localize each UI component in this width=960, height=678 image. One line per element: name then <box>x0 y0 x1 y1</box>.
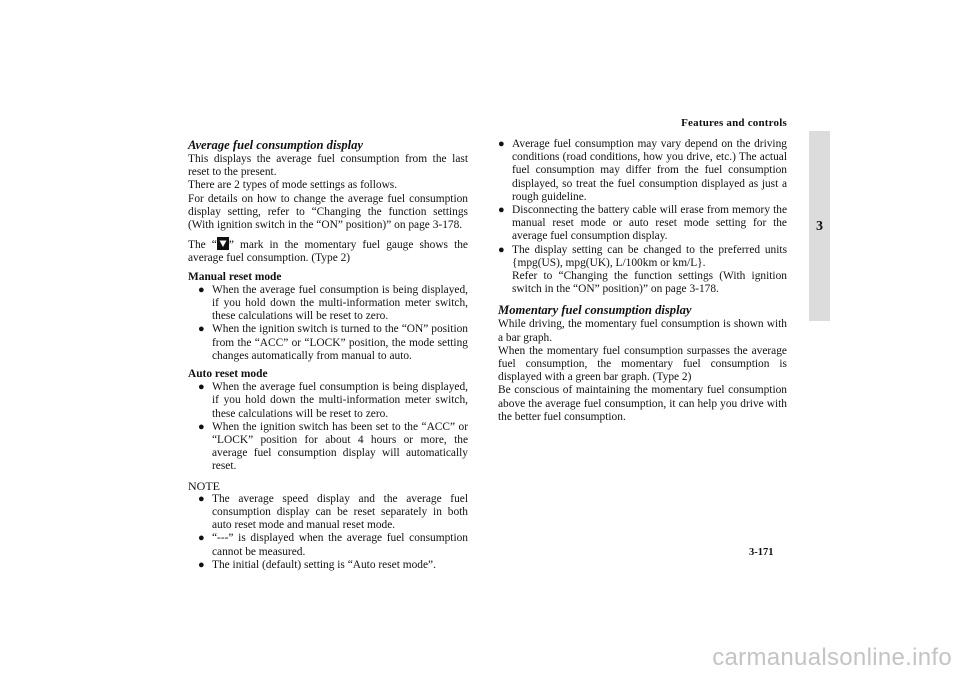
intro-paragraph-1: This displays the average fuel consumption from the last reset to the present. <box>188 153 468 179</box>
bullet-icon: ● <box>498 138 505 150</box>
left-column <box>188 138 468 572</box>
bullet-icon: ● <box>198 381 205 394</box>
auto-reset-list <box>188 381 468 473</box>
section-heading-momentary: Momentary fuel consumption display <box>498 303 692 318</box>
note-list <box>188 493 468 572</box>
gauge-text-after: ” mark in the momentary fuel gauge shows the average fuel consumption. (Type 2) <box>188 239 468 265</box>
watermark: carmanualsonline.info <box>712 644 952 671</box>
bullet-icon: ● <box>198 323 205 336</box>
auto-reset-title: Auto reset mode <box>188 368 268 381</box>
right-bullet-list <box>498 138 787 296</box>
chapter-tab <box>809 131 830 321</box>
running-header: Features and controls <box>681 117 787 129</box>
list-item: ● When the average fuel consumption is being displayed, if you hold down the multi-information meter switch, these calculations will be reset to zero. <box>198 381 468 420</box>
chapter-number: 3 <box>816 219 823 234</box>
list-item: ● The average speed display and the average fuel consumption display can be reset separately in both auto reset mode and manual reset mode. <box>198 492 468 532</box>
intro-paragraph-3: For details on how to change the average fuel consumption display setting, refer to “Changing the function settings (With ignition switch in the “ON” position)” on page 3-178. <box>188 192 468 232</box>
list-item: ● The initial (default) setting is “Auto reset mode”. <box>198 558 436 571</box>
list-item: ● Average fuel consumption may vary depend on the driving conditions (road conditions, how you drive, etc.) The actual fuel consumption may differ from the fuel consumption displayed, so treat the fuel consumption displayed as just a rough guideline. <box>498 138 787 203</box>
intro-paragraph-2: There are 2 types of mode settings as follows. <box>188 179 398 192</box>
bullet-icon: ● <box>198 532 205 545</box>
page-number: 3-171 <box>749 547 774 558</box>
units-line-2: Refer to “Changing the function settings (With ignition switch in the “ON” position)” on page 3-178. <box>512 270 787 296</box>
list-item: ● When the average fuel consumption is being displayed, if you hold down the multi-information meter switch, these calculations will be reset to zero. <box>198 283 468 323</box>
units-line-1: The display setting can be changed to the preferred units {mpg(US), mpg(UK), L/100km or km/L}. <box>512 243 787 269</box>
bullet-icon: ● <box>198 558 205 571</box>
gauge-text-before: The “ <box>188 239 217 252</box>
list-item: ● When the ignition switch has been set to the “ACC” or “LOCK” position for about 4 hours or more, the average fuel consumption display will automatically reset. <box>198 420 468 473</box>
bullet-icon: ● <box>498 243 505 256</box>
gauge-mark-paragraph <box>188 237 468 265</box>
right-column <box>498 138 787 424</box>
average-marker-icon <box>217 237 229 250</box>
bullet-icon: ● <box>498 204 505 217</box>
list-item: ● Disconnecting the battery cable will erase from memory the manual reset mode or auto reset mode setting for the average fuel consumption display. <box>498 204 787 243</box>
list-item: ● “---” is displayed when the average fuel consumption cannot be measured. <box>198 532 468 558</box>
manual-reset-title: Manual reset mode <box>188 270 282 283</box>
list-item <box>498 244 787 297</box>
momentary-paragraph-2: When the momentary fuel consumption surpasses the average fuel consumption, the momentary fuel consumption is displayed with a green bar graph. (Type 2) <box>498 344 787 384</box>
list-item: ● When the ignition switch is turned to the “ON” position from the “ACC” or “LOCK” position, the mode setting changes automatically from manual to auto. <box>198 323 468 362</box>
manual-reset-list <box>188 284 468 363</box>
bullet-icon: ● <box>198 420 205 433</box>
section-heading-average: Average fuel consumption display <box>188 138 364 152</box>
note-title: NOTE <box>188 478 220 493</box>
bullet-icon: ● <box>198 283 205 296</box>
bullet-icon: ● <box>198 492 205 505</box>
momentary-paragraph-1: While driving, the momentary fuel consumption is shown with a bar graph. <box>498 318 787 344</box>
momentary-paragraph-3: Be conscious of maintaining the momentary fuel consumption above the average fuel consumption, it can help you drive with the better fuel consumption. <box>498 384 787 423</box>
